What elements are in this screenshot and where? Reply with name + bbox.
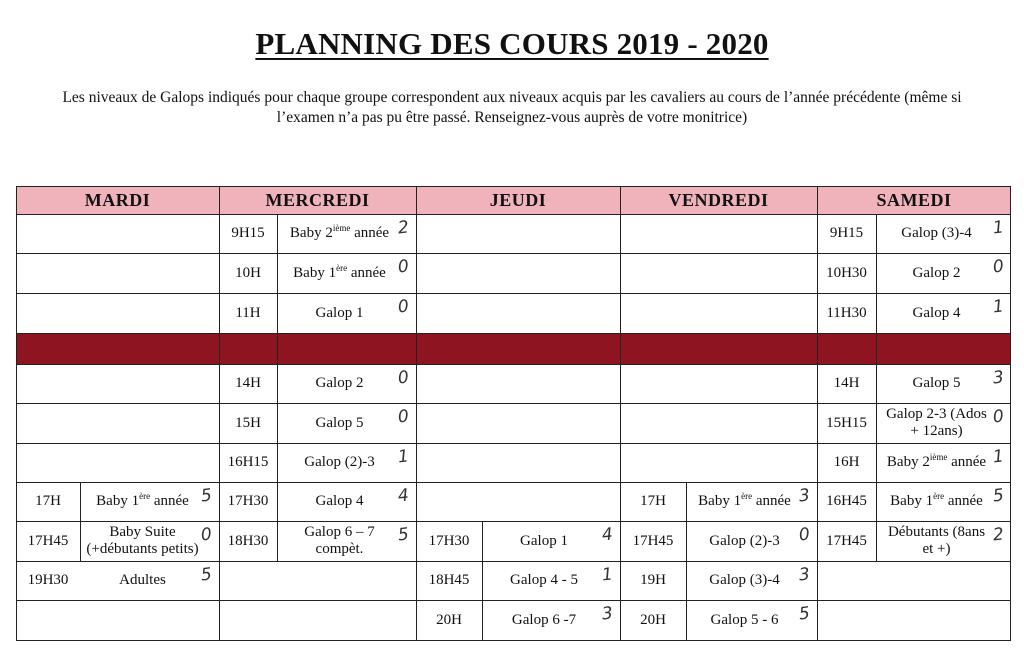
handwritten-level-mark: 1 <box>991 446 1005 468</box>
handwritten-level-mark: 0 <box>396 406 410 428</box>
course-line <box>293 262 386 282</box>
handwritten-level-mark: 5 <box>797 603 811 625</box>
course-cell-samedi <box>876 214 997 253</box>
course-line <box>901 225 971 242</box>
course-label: Galop 5 <box>912 375 961 391</box>
course-label: Galop 6 -7 <box>511 611 577 628</box>
course-name <box>316 375 364 392</box>
lunch-break-band <box>16 333 1011 364</box>
course-cell-samedi <box>876 521 997 561</box>
handwritten-level-mark: 5 <box>396 524 410 546</box>
course-line <box>520 533 568 550</box>
course-line <box>709 572 779 589</box>
course-label-suffix: année <box>350 225 390 241</box>
course-line <box>890 493 983 510</box>
course-name <box>901 225 971 242</box>
course-label-suffix: année <box>947 454 987 470</box>
handwritten-level-mark: 2 <box>991 524 1005 546</box>
handwritten-level-mark: 4 <box>600 524 614 546</box>
course-line-2: (+débutants petits) <box>86 541 199 557</box>
ordinal-suffix: ième <box>332 223 351 233</box>
time-cell-samedi: 9H15 <box>829 225 864 241</box>
day-header-jeudi: JEUDI <box>489 190 547 210</box>
time-cell-samedi: 14H <box>833 375 860 391</box>
course-cell-vendredi <box>686 600 803 640</box>
course-line <box>510 572 578 589</box>
course-label: Galop 2-3 (Ados <box>886 406 987 422</box>
course-name <box>316 415 364 432</box>
course-line <box>913 265 961 282</box>
time-cell-mercredi: 14H <box>235 375 261 391</box>
course-line <box>886 406 987 423</box>
course-name <box>304 524 374 558</box>
grid-hline <box>16 333 1011 334</box>
course-line <box>887 454 986 471</box>
course-label: Baby 2 <box>886 454 930 470</box>
course-label: Galop (2)-3 <box>304 454 375 470</box>
day-header-mardi: MARDI <box>84 190 151 210</box>
grid-vline <box>1010 186 1011 640</box>
course-name <box>520 533 568 550</box>
course-line <box>316 305 364 322</box>
time-cell-mercredi: 10H <box>235 264 261 281</box>
course-line <box>290 225 389 242</box>
course-label: Baby 1 <box>293 264 337 281</box>
handwritten-level-mark: 1 <box>991 296 1005 318</box>
course-name <box>913 375 961 392</box>
time-cell-jeudi: 20H <box>436 611 462 628</box>
course-line <box>86 524 198 541</box>
time-cell-mardi: 19H30 <box>27 572 69 588</box>
course-name <box>316 493 364 510</box>
day-header-samedi: SAMEDI <box>876 190 952 210</box>
course-cell-samedi <box>876 293 997 333</box>
course-cell-samedi <box>876 403 997 443</box>
handwritten-level-mark: 3 <box>797 564 811 586</box>
course-label-suffix: année <box>752 493 791 509</box>
time-cell-jeudi: 17H30 <box>428 532 470 549</box>
course-line <box>913 305 961 322</box>
course-cell-mercredi <box>277 214 402 253</box>
course-label: Baby 1 <box>96 493 140 509</box>
course-line <box>698 493 791 510</box>
time-cell-mercredi: 11H <box>235 304 261 321</box>
handwritten-level-mark: 0 <box>199 524 213 546</box>
course-cell-mercredi <box>277 293 402 333</box>
ordinal-suffix: ère <box>741 491 753 501</box>
handwritten-level-mark: 5 <box>199 564 213 586</box>
course-name <box>709 533 779 550</box>
course-label: Baby 2 <box>289 225 333 241</box>
course-line <box>304 524 374 541</box>
course-cell-vendredi <box>686 561 803 600</box>
course-label: Baby Suite <box>109 524 176 540</box>
time-cell-mercredi: 16H15 <box>227 454 269 470</box>
course-label: Galop 1 <box>315 304 364 321</box>
course-name <box>304 454 374 471</box>
course-name <box>96 493 189 510</box>
day-header-mercredi: MERCREDI <box>265 190 370 210</box>
time-cell-vendredi: 19H <box>640 572 666 588</box>
course-name <box>913 265 961 282</box>
course-name <box>510 572 578 589</box>
course-name <box>886 406 987 440</box>
time-cell-vendredi: 17H <box>640 493 666 509</box>
course-label: Baby 1 <box>890 493 934 509</box>
course-cell-mercredi <box>277 443 402 482</box>
course-name <box>709 572 779 589</box>
course-label: Galop (2)-3 <box>709 532 780 549</box>
ordinal-suffix: ère <box>336 262 348 273</box>
time-cell-mardi: 17H <box>35 493 61 509</box>
course-label: Galop 1 <box>520 532 568 549</box>
course-label-suffix: année <box>347 264 386 281</box>
course-name <box>698 493 791 510</box>
handwritten-level-mark: 0 <box>797 524 811 546</box>
course-label: Débutants (8ans <box>887 524 986 540</box>
course-cell-samedi <box>876 443 997 482</box>
course-label-suffix: année <box>150 493 189 509</box>
course-label: Galop 2 <box>912 264 961 281</box>
course-line <box>96 493 189 510</box>
course-cell-mardi <box>80 482 205 521</box>
handwritten-level-mark: 1 <box>991 217 1005 239</box>
course-label: Galop 5 - 6 <box>710 611 779 628</box>
handwritten-level-mark: 1 <box>600 564 614 586</box>
handwritten-level-mark: 3 <box>797 485 811 507</box>
course-line <box>316 415 364 432</box>
course-cell-mercredi <box>277 253 402 293</box>
ordinal-suffix: ère <box>933 491 945 501</box>
course-line-2: compèt. <box>315 541 364 557</box>
course-label: Galop 4 <box>912 304 961 321</box>
course-name <box>316 305 364 322</box>
handwritten-level-mark: 0 <box>396 256 410 278</box>
time-cell-samedi: 16H <box>833 454 860 470</box>
course-cell-jeudi <box>482 521 606 561</box>
course-cell-mercredi <box>277 482 402 521</box>
time-cell-mercredi: 15H <box>235 414 261 431</box>
course-name <box>290 225 389 242</box>
course-line-2: + 12ans) <box>910 423 963 439</box>
handwritten-level-mark: 0 <box>396 367 410 389</box>
time-cell-mercredi: 9H15 <box>231 225 265 241</box>
course-name <box>887 454 986 471</box>
course-name <box>913 305 961 322</box>
time-cell-mardi: 17H45 <box>27 532 69 549</box>
intro-line-2: l’examen n’a pas pu être passé. Renseignez-vous auprès de votre monitrice) <box>276 109 748 126</box>
course-line-2: et +) <box>922 541 951 557</box>
course-cell-mardi <box>80 521 205 561</box>
handwritten-level-mark: 1 <box>396 446 410 468</box>
handwritten-level-mark: 5 <box>199 485 213 507</box>
time-cell-vendredi: 20H <box>640 611 666 628</box>
ordinal-suffix: ième <box>929 452 948 462</box>
handwritten-level-mark: 3 <box>600 603 614 625</box>
course-label: Galop 5 <box>315 414 364 431</box>
course-label: Galop 6 – 7 <box>304 524 375 540</box>
course-line <box>512 612 576 629</box>
course-name <box>119 572 166 589</box>
time-cell-jeudi: 18H45 <box>428 572 470 588</box>
handwritten-level-mark: 2 <box>396 217 410 239</box>
time-cell-samedi: 16H45 <box>826 493 867 509</box>
course-cell-mercredi <box>277 521 402 561</box>
course-label: Galop 4 <box>315 493 364 509</box>
course-name <box>86 524 198 558</box>
time-cell-mercredi: 18H30 <box>227 532 269 549</box>
course-cell-mercredi <box>277 364 402 403</box>
course-name <box>512 612 576 629</box>
time-cell-samedi: 10H30 <box>826 264 867 281</box>
handwritten-level-mark: 4 <box>396 485 410 507</box>
course-label: Galop (3)-4 <box>901 225 972 241</box>
course-label: Galop (3)-4 <box>709 572 780 588</box>
handwritten-level-mark: 3 <box>991 367 1005 389</box>
ordinal-suffix: ère <box>139 491 151 501</box>
time-cell-vendredi: 17H45 <box>632 532 674 549</box>
course-name <box>293 262 386 282</box>
course-cell-mardi <box>80 561 205 600</box>
course-label: Baby 1 <box>698 493 742 509</box>
intro-note <box>20 88 1004 128</box>
course-name <box>890 493 983 510</box>
course-line <box>711 612 779 629</box>
course-line <box>316 375 364 392</box>
course-cell-vendredi <box>686 521 803 561</box>
course-label-suffix: année <box>944 493 983 509</box>
page-title: PLANNING DES COURS 2019 - 2020 <box>255 26 769 61</box>
course-name <box>888 524 985 558</box>
course-label: Galop 2 <box>315 375 364 391</box>
course-cell-samedi <box>876 253 997 293</box>
course-label: Galop 4 - 5 <box>510 572 578 588</box>
course-cell-vendredi <box>686 482 803 521</box>
course-cell-jeudi <box>482 600 606 640</box>
handwritten-level-mark: 0 <box>396 296 410 318</box>
intro-line-1: Les niveaux de Galops indiqués pour chaque groupe correspondent aux niveaux acquis par les cavaliers au cours de l’année précédente (même si <box>62 89 962 106</box>
schedule-table <box>16 186 1011 640</box>
course-cell-samedi <box>876 364 997 403</box>
grid-hline <box>16 186 1011 187</box>
grid-hline <box>16 640 1011 641</box>
course-line <box>709 533 779 550</box>
course-line <box>888 524 985 541</box>
course-cell-samedi <box>876 482 997 521</box>
course-cell-mercredi <box>277 403 402 443</box>
course-line <box>304 454 374 471</box>
time-cell-mercredi: 17H30 <box>227 493 269 509</box>
course-name <box>711 612 779 629</box>
time-cell-samedi: 11H30 <box>826 304 867 321</box>
handwritten-level-mark: 5 <box>991 485 1005 507</box>
course-line <box>119 572 166 589</box>
day-header-vendredi: VENDREDI <box>668 190 769 210</box>
handwritten-level-mark: 0 <box>991 406 1005 428</box>
handwritten-level-mark: 0 <box>991 256 1005 278</box>
course-label: Adultes <box>119 572 166 588</box>
course-line <box>913 375 961 392</box>
time-cell-samedi: 15H15 <box>826 414 867 431</box>
course-line <box>316 493 364 510</box>
course-cell-jeudi <box>482 561 606 600</box>
time-cell-samedi: 17H45 <box>826 532 867 549</box>
